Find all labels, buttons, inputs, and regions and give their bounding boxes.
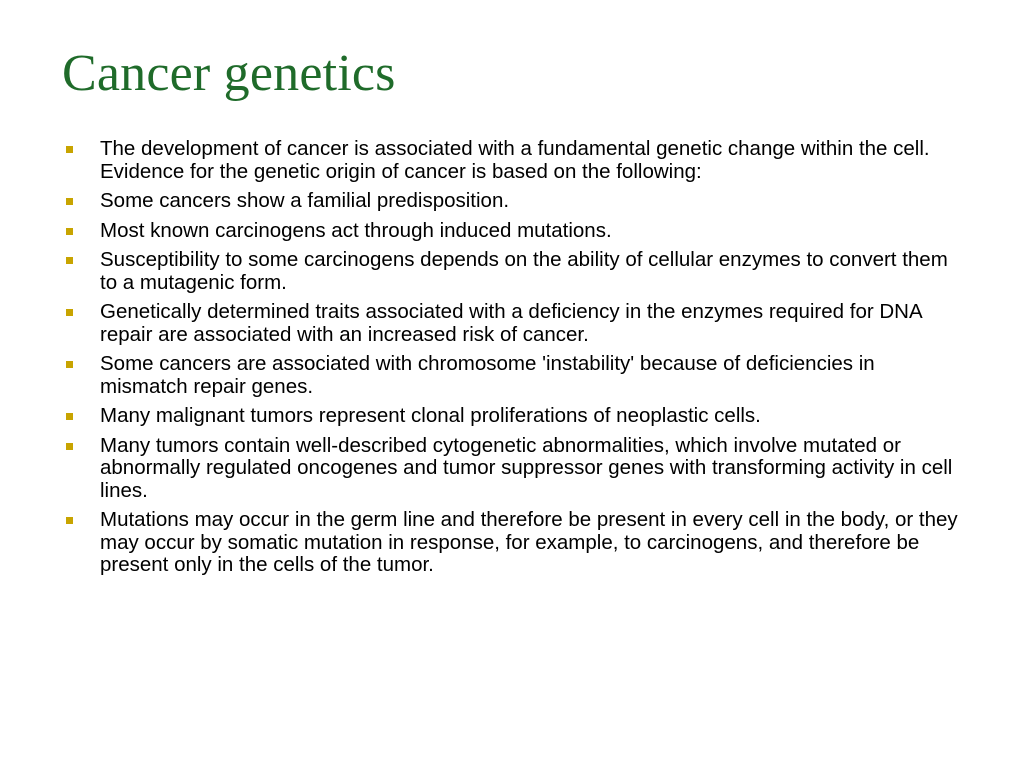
square-bullet-icon [66,413,73,420]
square-bullet-icon [66,257,73,264]
square-bullet-icon [66,309,73,316]
bullet-item [64,220,964,243]
bullet-item [64,301,964,346]
bullet-item [64,405,964,428]
bullet-item [64,353,964,398]
bullet-list [64,138,964,584]
bullet-text: Most known carcinogens act through induced mutations. [100,218,612,242]
bullet-text: Genetically determined traits associated with a deficiency in the enzymes required for DNA repair are associated with an increased risk of cancer. [100,300,922,346]
bullet-text: Some cancers show a familial predisposition. [100,189,510,212]
bullet-item [64,190,964,213]
square-bullet-icon [66,228,73,235]
square-bullet-icon [66,361,73,368]
slide-title: Cancer genetics [62,45,396,102]
square-bullet-icon [66,517,73,524]
bullet-text: Some cancers are associated with chromosome 'instability' because of deficiencies in mismatch repair genes. [100,352,875,398]
bullet-text: Susceptibility to some carcinogens depends on the ability of cellular enzymes to convert them to a mutagenic form. [100,248,948,294]
bullet-item [64,249,964,294]
square-bullet-icon [66,146,73,153]
bullet-item [64,435,964,503]
bullet-text: Many tumors contain well-described cytogenetic abnormalities, which involve mutated or abnormally regulated oncogenes and tumor suppressor genes with transforming activity in cell lines. [100,433,953,502]
bullet-text: Mutations may occur in the germ line and therefore be present in every cell in the body, or they may occur by somatic mutation in response, for example, to carcinogens, and therefore be present only in the cells of the tumor. [100,508,958,576]
square-bullet-icon [66,198,73,205]
bullet-item [64,509,964,577]
bullet-text: The development of cancer is associated with a fundamental genetic change within the cell. Evidence for the genetic origin of cancer is based on the following: [100,137,930,183]
square-bullet-icon [66,443,73,450]
bullet-item [64,138,964,183]
bullet-text: Many malignant tumors represent clonal proliferations of neoplastic cells. [100,404,761,427]
